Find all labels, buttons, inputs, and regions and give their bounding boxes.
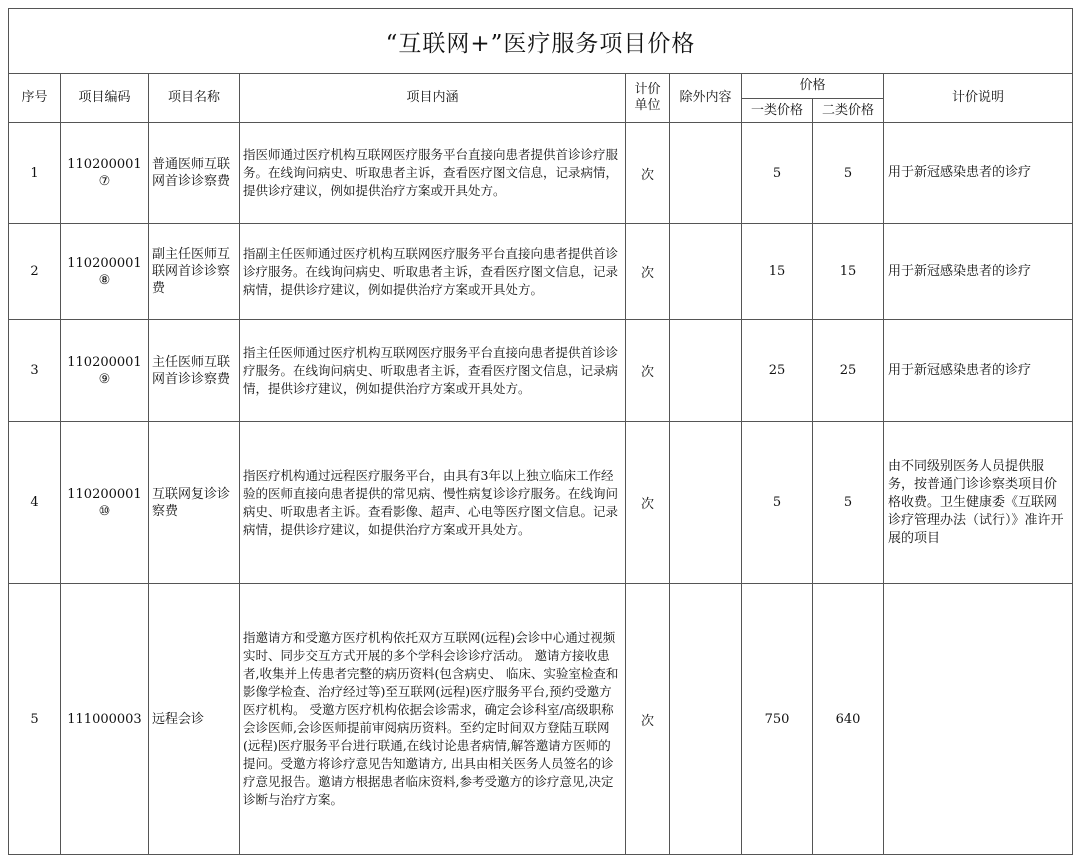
row-seq: 4 [9, 422, 61, 584]
row-exclusion [670, 320, 742, 422]
row-code [61, 224, 149, 320]
row-price-class1: 15 [742, 224, 813, 320]
row-note: 用于新冠感染患者的诊疗 [884, 123, 1073, 224]
header-price: 价格 [742, 74, 884, 99]
row-name: 普通医师互联网首诊诊察费 [149, 123, 240, 224]
row-content: 指副主任医师通过医疗机构互联网医疗服务平台直接向患者提供首诊诊疗服务。在线询问病史、听取患者主诉，查看医疗图文信息，记录病情，提供诊疗建议，例如提供治疗方案或开具处方。 [240, 224, 626, 320]
row-content: 指邀请方和受邀方医疗机构依托双方互联网(远程)会诊中心通过视频实时、同步交互方式开展的多个学科会诊诊疗活动。 邀请方接收患者,收集并上传患者完整的病历资料(包含病史、 临床、实验室检查和影像学检查、治疗经过等)至互联网(远程)医疗服务平台,预约受邀方医疗机构。 受邀方医疗机构依据会诊需求，确定会诊科室/高级职称会诊医师,会诊医师提前审阅病历资料。至约定时间双方登陆互联网(远程)医疗服务平台进行联通,在线讨论患者病情,解答邀请方医师的提问。受邀方将诊疗意见告知邀请方, 出具由相关医务人员签名的诊疗意见报告。邀请方根据患者临床资料,参考受邀方的诊疗意见,决定诊断与治疗方案。 [240, 584, 626, 855]
table-row [9, 584, 1073, 855]
row-seq: 5 [9, 584, 61, 855]
row-unit: 次 [626, 422, 670, 584]
row-name: 互联网复诊诊察费 [149, 422, 240, 584]
row-unit: 次 [626, 224, 670, 320]
row-code [61, 584, 149, 855]
row-price-class1: 5 [742, 123, 813, 224]
header-price-class1: 一类价格 [742, 99, 813, 123]
price-table [8, 8, 1073, 855]
row-code [61, 123, 149, 224]
table-row [9, 320, 1073, 422]
header-content: 项目内涵 [240, 74, 626, 123]
row-note [884, 584, 1073, 855]
header-code: 项目编码 [61, 74, 149, 123]
header-note: 计价说明 [884, 74, 1073, 123]
table-row [9, 422, 1073, 584]
row-seq: 2 [9, 224, 61, 320]
row-code-suffix: ⑦ [98, 174, 111, 189]
row-code [61, 422, 149, 584]
row-price-class1: 25 [742, 320, 813, 422]
row-price-class2: 640 [813, 584, 884, 855]
row-price-class2: 15 [813, 224, 884, 320]
row-exclusion [670, 123, 742, 224]
row-exclusion [670, 224, 742, 320]
row-exclusion [670, 422, 742, 584]
row-unit: 次 [626, 320, 670, 422]
table-row [9, 224, 1073, 320]
row-name: 副主任医师互联网首诊诊察费 [149, 224, 240, 320]
row-code-suffix: ⑩ [98, 503, 111, 519]
price-table-sheet [8, 8, 1072, 856]
row-name: 主任医师互联网首诊诊察费 [149, 320, 240, 422]
header-seq: 序号 [9, 74, 61, 123]
row-code-suffix: ⑧ [98, 272, 111, 288]
row-code-number: 110200001 [67, 486, 142, 502]
row-code-number: 110200001 [67, 157, 142, 172]
row-seq: 3 [9, 320, 61, 422]
row-content: 指主任医师通过医疗机构互联网医疗服务平台直接向患者提供首诊诊疗服务。在线询问病史、听取患者主诉，查看医疗图文信息，记录病情，提供诊疗建议，例如提供治疗方案或开具处方。 [240, 320, 626, 422]
row-code-number: 111000003 [67, 711, 142, 727]
row-note: 用于新冠感染患者的诊疗 [884, 224, 1073, 320]
row-note: 由不同级别医务人员提供服务，按普通门诊诊察类项目价格收费。卫生健康委《互联网诊疗管理办法（试行）》准许开展的项目 [884, 422, 1073, 584]
header-unit: 计价单位 [626, 74, 670, 123]
row-note: 用于新冠感染患者的诊疗 [884, 320, 1073, 422]
row-price-class2: 25 [813, 320, 884, 422]
row-content: 指医师通过医疗机构互联网医疗服务平台直接向患者提供首诊诊疗服务。在线询问病史、听取患者主诉，查看医疗图文信息，记录病情，提供诊疗建议，例如提供治疗方案或开具处方。 [240, 123, 626, 224]
row-content: 指医疗机构通过远程医疗服务平台，由具有3年以上独立临床工作经验的医师直接向患者提供的常见病、慢性病复诊诊疗服务。在线询问病史、听取患者主诉。查看影像、超声、心电等医疗图文信息。记录病情，提供诊疗建议，如提供治疗方案或开具处方。 [240, 422, 626, 584]
row-exclusion [670, 584, 742, 855]
row-name: 远程会诊 [149, 584, 240, 855]
row-seq: 1 [9, 123, 61, 224]
row-price-class1: 5 [742, 422, 813, 584]
header-exclusion: 除外内容 [670, 74, 742, 123]
row-code-number: 110200001 [67, 255, 142, 271]
row-code-suffix: ⑨ [98, 371, 111, 387]
header-name: 项目名称 [149, 74, 240, 123]
row-price-class2: 5 [813, 123, 884, 224]
row-unit: 次 [626, 123, 670, 224]
row-code [61, 320, 149, 422]
row-price-class1: 750 [742, 584, 813, 855]
table-row [9, 123, 1073, 224]
row-price-class2: 5 [813, 422, 884, 584]
row-code-number: 110200001 [67, 354, 142, 370]
table-title: “互联网+”医疗服务项目价格 [9, 9, 1073, 74]
header-price-class2: 二类价格 [813, 99, 884, 123]
row-unit: 次 [626, 584, 670, 855]
